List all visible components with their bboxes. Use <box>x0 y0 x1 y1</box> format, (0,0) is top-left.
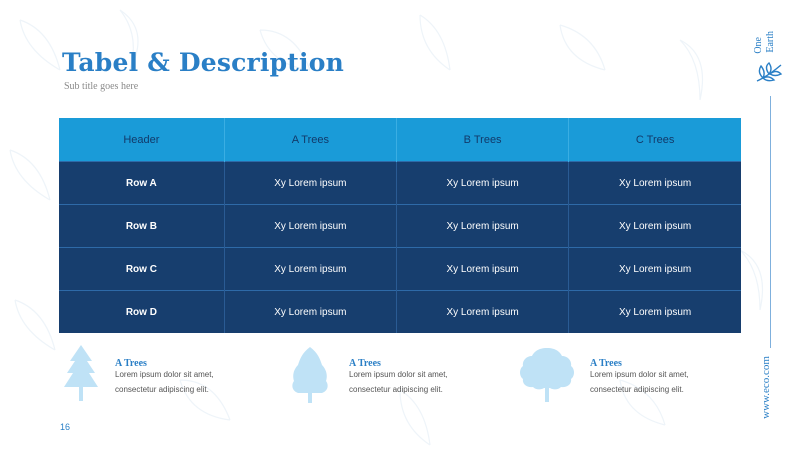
page-number: 16 <box>60 422 71 432</box>
item-description-line: consectetur adipiscing elit. <box>115 385 209 394</box>
table-cell: Xy Lorem ipsum <box>224 205 396 248</box>
table-row <box>59 248 741 291</box>
table-header-cell: Header <box>59 118 224 162</box>
table-row <box>59 291 741 334</box>
fir-tree-icon <box>288 345 332 403</box>
table-header-cell: C Trees <box>569 118 741 162</box>
page-title: Tabel & Description <box>62 48 344 77</box>
table-header-cell: B Trees <box>396 118 568 162</box>
row-header-cell: Row D <box>59 291 224 334</box>
item-description-line: Lorem ipsum dolor sit amet, <box>590 370 689 379</box>
table-cell: Xy Lorem ipsum <box>396 248 568 291</box>
side-divider <box>770 96 771 348</box>
table-cell: Xy Lorem ipsum <box>396 291 568 334</box>
pine-tree-icon <box>62 343 100 403</box>
data-table <box>59 118 741 333</box>
brand-line-2: Earth <box>765 31 776 53</box>
table-cell: Xy Lorem ipsum <box>396 162 568 205</box>
table-cell: Xy Lorem ipsum <box>569 248 741 291</box>
brand-line-1: One <box>753 37 764 54</box>
item-title: A Trees <box>115 358 147 369</box>
row-header-cell: Row B <box>59 205 224 248</box>
page-subtitle: Sub title goes here <box>64 81 139 92</box>
table-row <box>59 205 741 248</box>
table-header-row <box>59 118 741 162</box>
table-cell: Xy Lorem ipsum <box>224 162 396 205</box>
table-cell: Xy Lorem ipsum <box>569 291 741 334</box>
item-title: A Trees <box>590 358 622 369</box>
table-row <box>59 162 741 205</box>
website-link[interactable]: www.eco.com <box>760 356 772 419</box>
item-description-line: consectetur adipiscing elit. <box>590 385 684 394</box>
table-header-cell: A Trees <box>224 118 396 162</box>
item-description-line: Lorem ipsum dolor sit amet, <box>115 370 214 379</box>
item-title: A Trees <box>349 358 381 369</box>
table-cell: Xy Lorem ipsum <box>569 205 741 248</box>
table-cell: Xy Lorem ipsum <box>569 162 741 205</box>
item-description-line: consectetur adipiscing elit. <box>349 385 443 394</box>
table-cell: Xy Lorem ipsum <box>224 248 396 291</box>
row-header-cell: Row C <box>59 248 224 291</box>
table-cell: Xy Lorem ipsum <box>396 205 568 248</box>
item-description-line: Lorem ipsum dolor sit amet, <box>349 370 448 379</box>
row-header-cell: Row A <box>59 162 224 205</box>
oak-tree-icon <box>518 344 576 404</box>
leaf-sprig-icon <box>754 62 784 84</box>
table-cell: Xy Lorem ipsum <box>224 291 396 334</box>
